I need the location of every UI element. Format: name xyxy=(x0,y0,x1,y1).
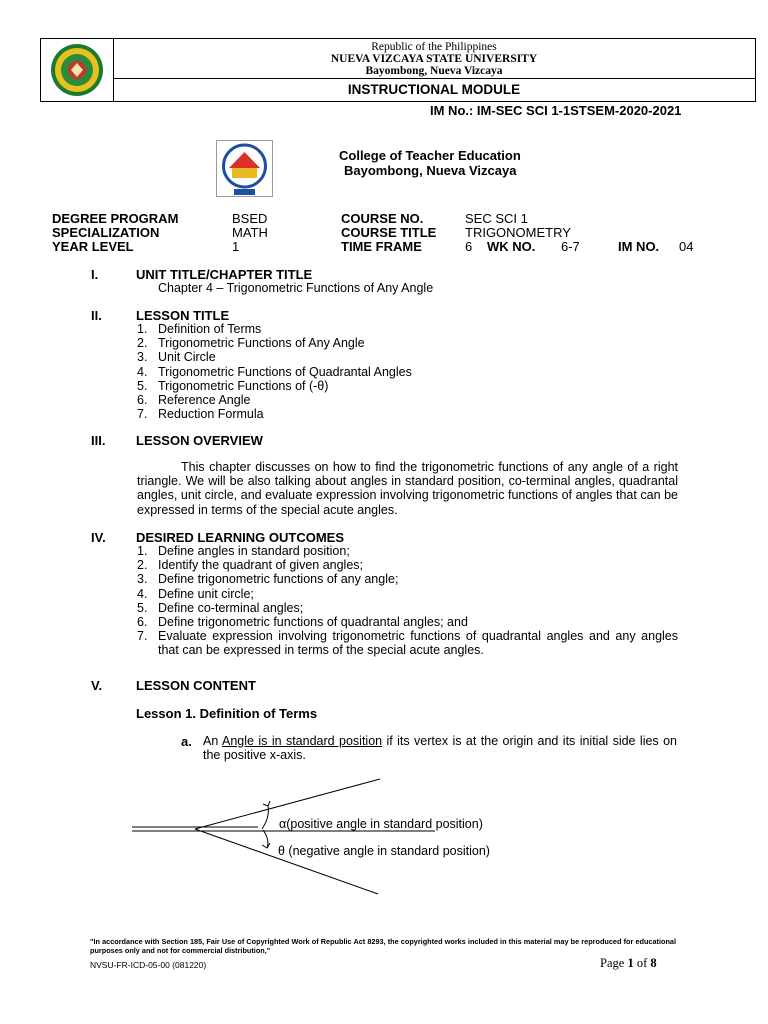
degree-program-label: DEGREE PROGRAM xyxy=(52,211,179,226)
list-item: 7. Evaluate expression involving trigonometric functions of quadrantal angles and any angles that can be expressed in terms of the special acute angles. xyxy=(137,629,678,658)
lesson-1-heading: Lesson 1. Definition of Terms xyxy=(136,706,318,721)
theta-label: θ (negative angle in standard position) xyxy=(278,844,490,858)
section-5-title: LESSON CONTENT xyxy=(136,678,256,693)
list-item: 6. Define trigonometric functions of quadrantal angles; and xyxy=(137,615,468,630)
degree-program-value: BSED xyxy=(232,211,268,226)
college-name: College of Teacher Education xyxy=(339,148,521,163)
specialization-value: MATH xyxy=(232,225,268,240)
copyright-notice: "In accordance with Section 185, Fair Use of Copyrighted Work of Republic Act 8293, the copyrighted works included in this material may be reproduced for educational purposes only and not for commercial distribution," xyxy=(90,937,676,955)
specialization-label: SPECIALIZATION xyxy=(52,225,160,240)
lesson-title-list xyxy=(137,322,697,421)
section-5-number: V. xyxy=(91,678,103,693)
chapter-title: Chapter 4 – Trigonometric Functions of Any Angle xyxy=(158,281,434,295)
nvsu-seal-logo xyxy=(41,39,113,101)
module-title: INSTRUCTIONAL MODULE xyxy=(347,82,521,97)
section-1-number: I. xyxy=(91,267,99,282)
course-no-label: COURSE NO. xyxy=(341,211,424,226)
page-indicator: Page 1 of 8 xyxy=(600,956,657,970)
list-item: 2. Trigonometric Functions of Any Angle xyxy=(137,336,365,351)
list-item: 4. Trigonometric Functions of Quadrantal Angles xyxy=(137,364,412,379)
page-number: 1 xyxy=(627,956,634,970)
im-no-label: IM NO. xyxy=(618,239,660,254)
section-4-number: IV. xyxy=(91,530,106,545)
lesson-overview-text: This chapter discusses on how to find the trigonometric functions of any angle of a right triangle. We will be also talking about angles in standard position, co-terminal angles, quadrantal angles, unit circle, and evaluate expression involving trigonometric functions of angles that can be expressed in terms of the special acute angles. xyxy=(137,460,678,517)
learning-outcomes-list xyxy=(137,544,678,658)
header-logo-cell xyxy=(41,39,114,101)
course-title-value: TRIGONOMETRY xyxy=(465,225,571,240)
time-frame-value: 6 xyxy=(465,239,473,254)
section-2-title: LESSON TITLE xyxy=(136,308,230,323)
list-item: 3. Unit Circle xyxy=(137,350,216,365)
item-a-label: a. xyxy=(181,734,192,749)
cte-logo xyxy=(216,140,273,197)
section-3-number: III. xyxy=(91,433,106,448)
im-no-value: 04 xyxy=(679,239,694,254)
list-item: 4. Define unit circle; xyxy=(137,586,254,601)
section-2-number: II. xyxy=(91,308,102,323)
time-frame-label: TIME FRAME xyxy=(341,239,422,254)
header-university: NUEVA VIZCAYA STATE UNIVERSITY xyxy=(330,53,538,65)
list-item: 1. Definition of Terms xyxy=(137,322,262,336)
section-4-title: DESIRED LEARNING OUTCOMES xyxy=(136,530,345,545)
alpha-label: α(positive angle in standard position) xyxy=(279,817,483,831)
im-number: IM No.: IM-SEC SCI 1-1STSEM-2020-2021 xyxy=(430,103,682,118)
standard-position-definition: An Angle is in standard position if its vertex is at the origin and its initial side lies on the positive x-axis. xyxy=(203,734,677,763)
list-item: 5. Trigonometric Functions of (-θ) xyxy=(137,378,329,393)
header-republic: Republic of the Philippines xyxy=(371,41,497,53)
list-item: 3. Define trigonometric functions of any angle; xyxy=(137,572,399,587)
section-1-title: UNIT TITLE/CHAPTER TITLE xyxy=(136,267,313,282)
header-divider xyxy=(113,78,755,79)
list-item: 2. Identify the quadrant of given angles; xyxy=(137,558,364,573)
list-item: 6. Reference Angle xyxy=(137,393,251,408)
course-title-label: COURSE TITLE xyxy=(341,225,437,240)
form-code: NVSU-FR-ICD-05-00 (081220) xyxy=(90,960,207,970)
year-level-label: YEAR LEVEL xyxy=(52,239,134,254)
year-level-value: 1 xyxy=(232,239,240,254)
list-item: 1. Define angles in standard position; xyxy=(137,544,350,558)
list-item: 5. Define co-terminal angles; xyxy=(137,600,304,615)
header-box xyxy=(40,38,756,102)
angle-diagram xyxy=(120,770,540,900)
term-standard-position: Angle is in standard position xyxy=(222,734,383,748)
section-3-title: LESSON OVERVIEW xyxy=(136,433,263,448)
header-location: Bayombong, Nueva Vizcaya xyxy=(365,65,503,77)
wk-no-label: WK NO. xyxy=(487,239,536,254)
wk-no-value: 6-7 xyxy=(561,239,580,254)
page-total: 8 xyxy=(650,956,657,970)
list-item: 7. Reduction Formula xyxy=(137,407,264,422)
course-no-value: SEC SCI 1 xyxy=(465,211,528,226)
college-location: Bayombong, Nueva Vizcaya xyxy=(344,163,517,178)
